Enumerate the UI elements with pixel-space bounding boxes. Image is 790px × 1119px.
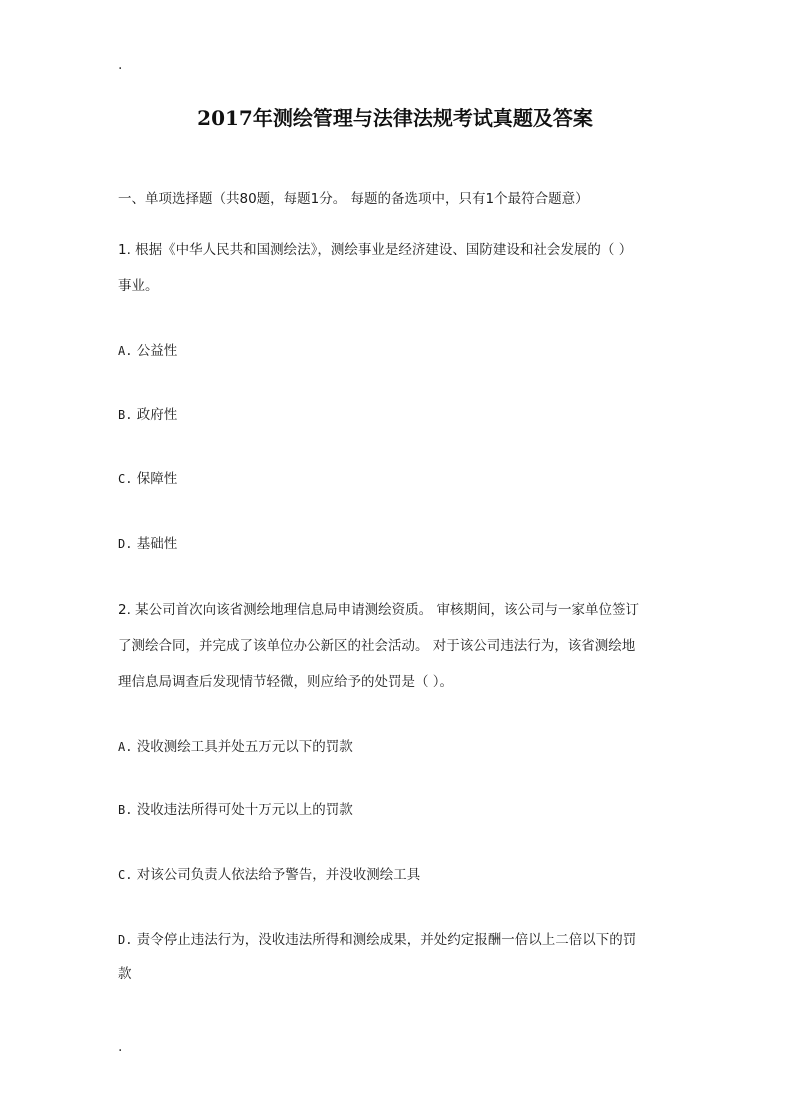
question-2-option-d-line-2: 款: [118, 966, 132, 982]
question-1-option-d: [118, 528, 678, 560]
option-text: 没收测绘工具并处五万元以下的罚款: [136, 739, 353, 755]
question-1-option-a: [118, 335, 678, 367]
option-text: 政府性: [136, 407, 178, 423]
option-label: C.: [118, 472, 133, 486]
option-label: D.: [118, 933, 133, 947]
option-label: D.: [118, 537, 133, 551]
question-2-stem-line-3: 理信息局调查后发现情节轻微，则应给予的处罚是（ ）。: [118, 674, 454, 690]
question-2-stem-line-1: 2. 某公司首次向该省测绘地理信息局申请测绘资质。 审核期间，该公司与一家单位签订: [118, 602, 639, 618]
option-label: B.: [118, 408, 133, 422]
question-2-stem-line-2: 了测绘合同，并完成了该单位办公新区的社会活动。 对于该公司违法行为，该省测绘地: [118, 638, 636, 654]
option-label: A.: [118, 344, 133, 358]
question-1-stem-line-1: 1. 根据《中华人民共和国测绘法》，测绘事业是经济建设、国防建设和社会发展的（ ）: [118, 242, 633, 258]
question-2-option-c: [118, 859, 678, 891]
section-heading: 一、单项选择题（共80题，每题1分。 每题的备选项中，只有1个最符合题意）: [118, 191, 589, 207]
bottom-page-marker: .: [118, 1039, 123, 1055]
option-text: 保障性: [136, 471, 178, 487]
option-text: 基础性: [136, 536, 178, 552]
question-1-stem-line-2: 事业。: [118, 278, 159, 294]
option-text: 对该公司负责人依法给予警告，并没收测绘工具: [136, 867, 421, 883]
question-2-option-b: [118, 794, 678, 826]
question-1-option-c: [118, 463, 678, 495]
option-label: B.: [118, 803, 133, 817]
question-2-option-d-line-1: [118, 924, 678, 956]
option-text: 没收违法所得可处十万元以上的罚款: [136, 802, 353, 818]
document-title: 2017年测绘管理与法律法规考试真题及答案: [197, 106, 593, 130]
option-text: 公益性: [136, 343, 178, 359]
top-page-marker: .: [118, 57, 123, 73]
question-2-option-a: [118, 731, 678, 763]
option-text: 责令停止违法行为，没收违法所得和测绘成果，并处约定报酬一倍以上二倍以下的罚: [136, 932, 637, 948]
option-label: C.: [118, 868, 133, 882]
question-1-option-b: [118, 399, 678, 431]
option-label: A.: [118, 740, 133, 754]
